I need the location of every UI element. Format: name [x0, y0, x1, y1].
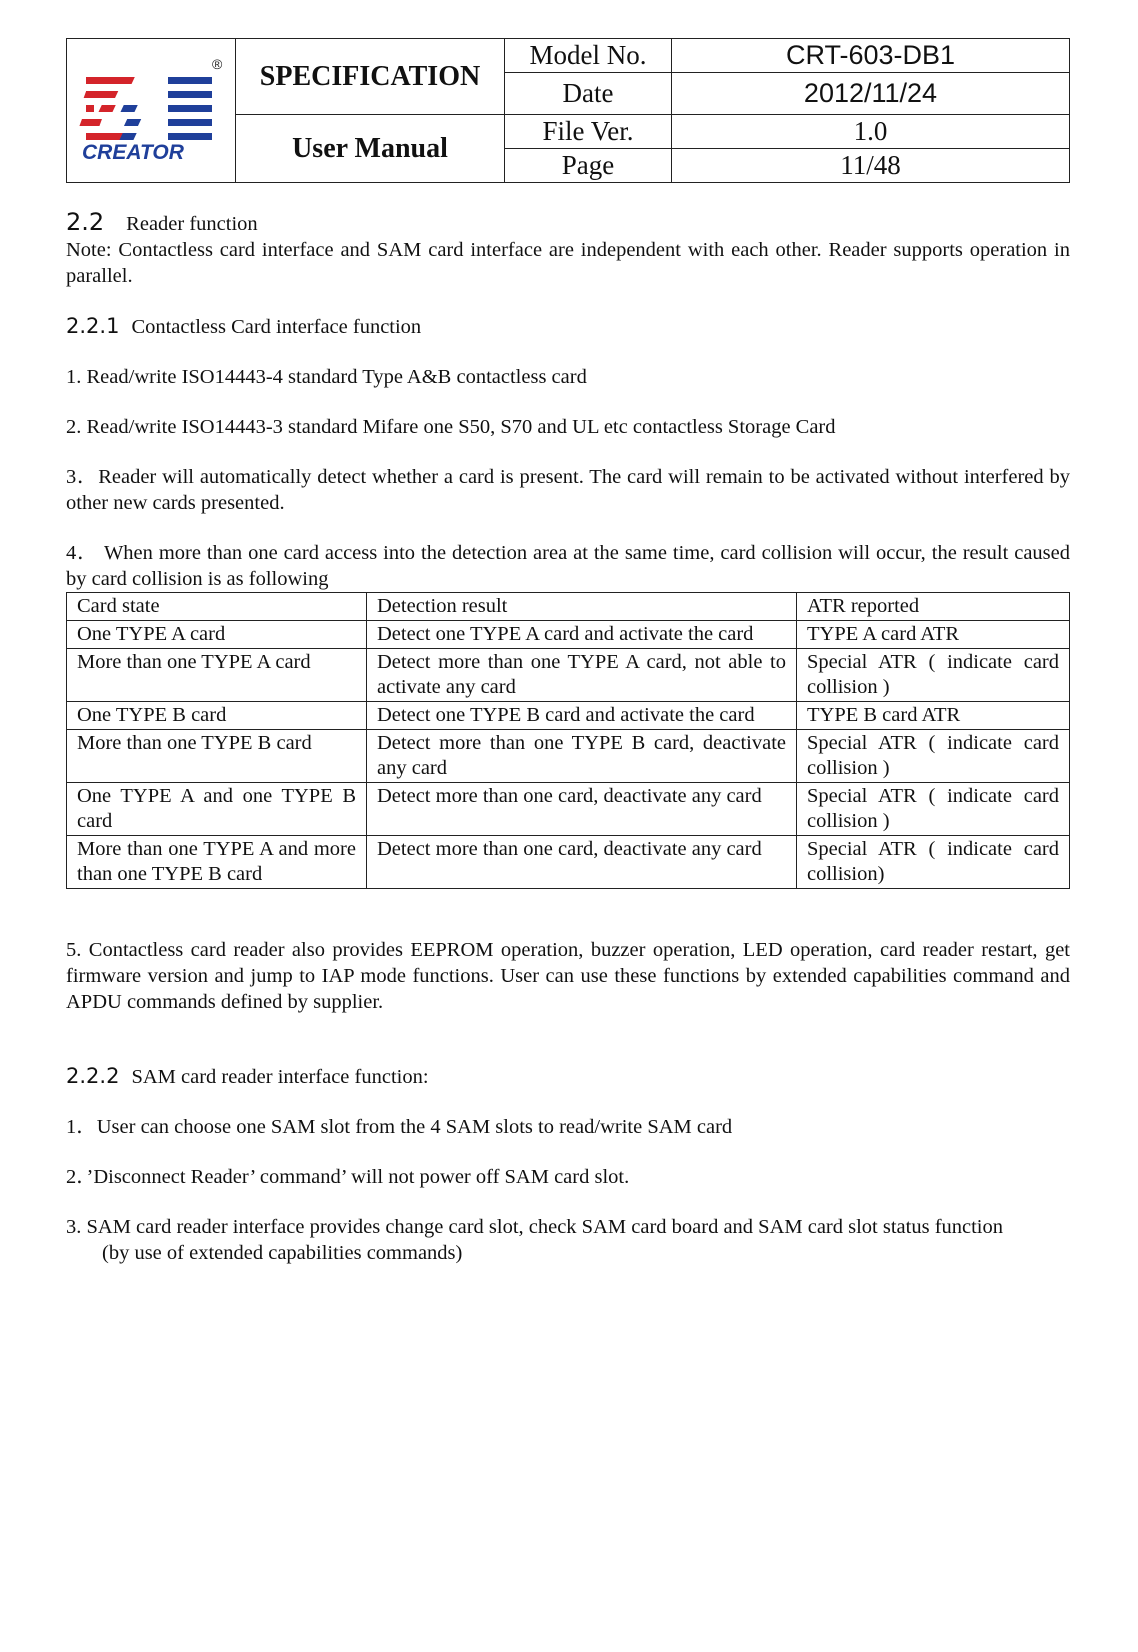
table-cell: Detect more than one TYPE B card, deactivate any card — [367, 730, 797, 783]
table-header: Card state — [67, 593, 367, 621]
table-header: Detection result — [367, 593, 797, 621]
list-item: 3. SAM card reader interface provides change card slot, check SAM card board and SAM card slot status function — [66, 1216, 1004, 1238]
specification-title: SPECIFICATION — [236, 39, 505, 115]
list-item: 4． When more than one card access into the detection area at the same time, card collision will occur, the result caused by card collision is as following — [66, 542, 1070, 590]
list-item: 1．User can choose one SAM slot from the 4 SAM slots to read/write SAM card — [66, 1116, 733, 1138]
section-title: Reader function — [126, 213, 258, 235]
creator-logo — [67, 39, 236, 183]
section-number: 2.2 — [66, 208, 105, 236]
date-label: Date — [505, 73, 672, 115]
svg-text:®: ® — [212, 56, 223, 72]
list-item: 3．Reader will automatically detect whether a card is present. The card will remain to be activated without interfered by other new cards presented. — [66, 466, 1070, 514]
table-cell: Special ATR ( indicate card collision ) — [797, 649, 1070, 702]
list-item: 2．’Disconnect Reader’ command’ will not power off SAM card slot. — [66, 1166, 630, 1188]
table-row — [67, 783, 1070, 836]
table-cell: Detect one TYPE B card and activate the card — [367, 702, 797, 730]
table-cell: Special ATR ( indicate card collision ) — [797, 783, 1070, 836]
section-title: Contactless Card interface function — [131, 316, 422, 338]
user-manual-title: User Manual — [236, 115, 505, 183]
list-item-continuation: (by use of extended capabilities commands) — [102, 1242, 463, 1264]
model-value: CRT-603-DB1 — [672, 39, 1070, 73]
note-paragraph: Note: Contactless card interface and SAM card interface are independent with each other. Reader supports operation in parallel. — [66, 239, 1070, 287]
table-cell: One TYPE A and one TYPE B card — [67, 783, 367, 836]
list-item: 2. Read/write ISO14443-3 standard Mifare one S50, S70 and UL etc contactless Storage Card — [66, 416, 836, 438]
spec-header-table — [66, 38, 1070, 183]
table-cell: More than one TYPE A and more than one TYPE B card — [67, 836, 367, 889]
section-2-2-2-heading — [66, 1063, 1070, 1090]
section-number: 2.2.1 — [66, 314, 120, 338]
table-header-row — [67, 593, 1070, 621]
page-label: Page — [505, 149, 672, 183]
table-cell: TYPE B card ATR — [797, 702, 1070, 730]
date-value: 2012/11/24 — [672, 73, 1070, 115]
table-cell: More than one TYPE A card — [67, 649, 367, 702]
creator-logo-icon — [76, 53, 226, 163]
table-cell: Special ATR ( indicate card collision ) — [797, 730, 1070, 783]
table-row — [67, 702, 1070, 730]
table-cell: Special ATR ( indicate card collision) — [797, 836, 1070, 889]
table-cell: Detect more than one TYPE A card, not able to activate any card — [367, 649, 797, 702]
collision-table — [66, 592, 1070, 889]
table-cell: Detect more than one card, deactivate any card — [367, 836, 797, 889]
table-header: ATR reported — [797, 593, 1070, 621]
table-row — [67, 730, 1070, 783]
file-version-value: 1.0 — [672, 115, 1070, 149]
table-row — [67, 649, 1070, 702]
file-version-label: File Ver. — [505, 115, 672, 149]
section-2-2-heading — [66, 209, 1070, 237]
model-label: Model No. — [505, 39, 672, 73]
list-item: 5. Contactless card reader also provides EEPROM operation, buzzer operation, LED operation, card reader restart, get firmware version and jump to IAP mode functions. User can use these functions by extended capabilities command and APDU commands defined by supplier. — [66, 939, 1070, 1013]
table-cell: More than one TYPE B card — [67, 730, 367, 783]
table-cell: TYPE A card ATR — [797, 621, 1070, 649]
table-cell: Detect more than one card, deactivate any card — [367, 783, 797, 836]
document-page — [66, 38, 1070, 1266]
svg-text:CREATOR: CREATOR — [82, 141, 184, 163]
table-row — [67, 621, 1070, 649]
page-value: 11/48 — [672, 149, 1070, 183]
table-row — [67, 836, 1070, 889]
section-2-2-1-heading — [66, 313, 1070, 340]
section-number: 2.2.2 — [66, 1064, 120, 1088]
table-cell: One TYPE A card — [67, 621, 367, 649]
document-body — [66, 209, 1070, 1266]
table-cell: One TYPE B card — [67, 702, 367, 730]
list-item: 1. Read/write ISO14443-4 standard Type A&B contactless card — [66, 366, 587, 388]
table-cell: Detect one TYPE A card and activate the card — [367, 621, 797, 649]
section-title: SAM card reader interface function: — [131, 1066, 429, 1088]
